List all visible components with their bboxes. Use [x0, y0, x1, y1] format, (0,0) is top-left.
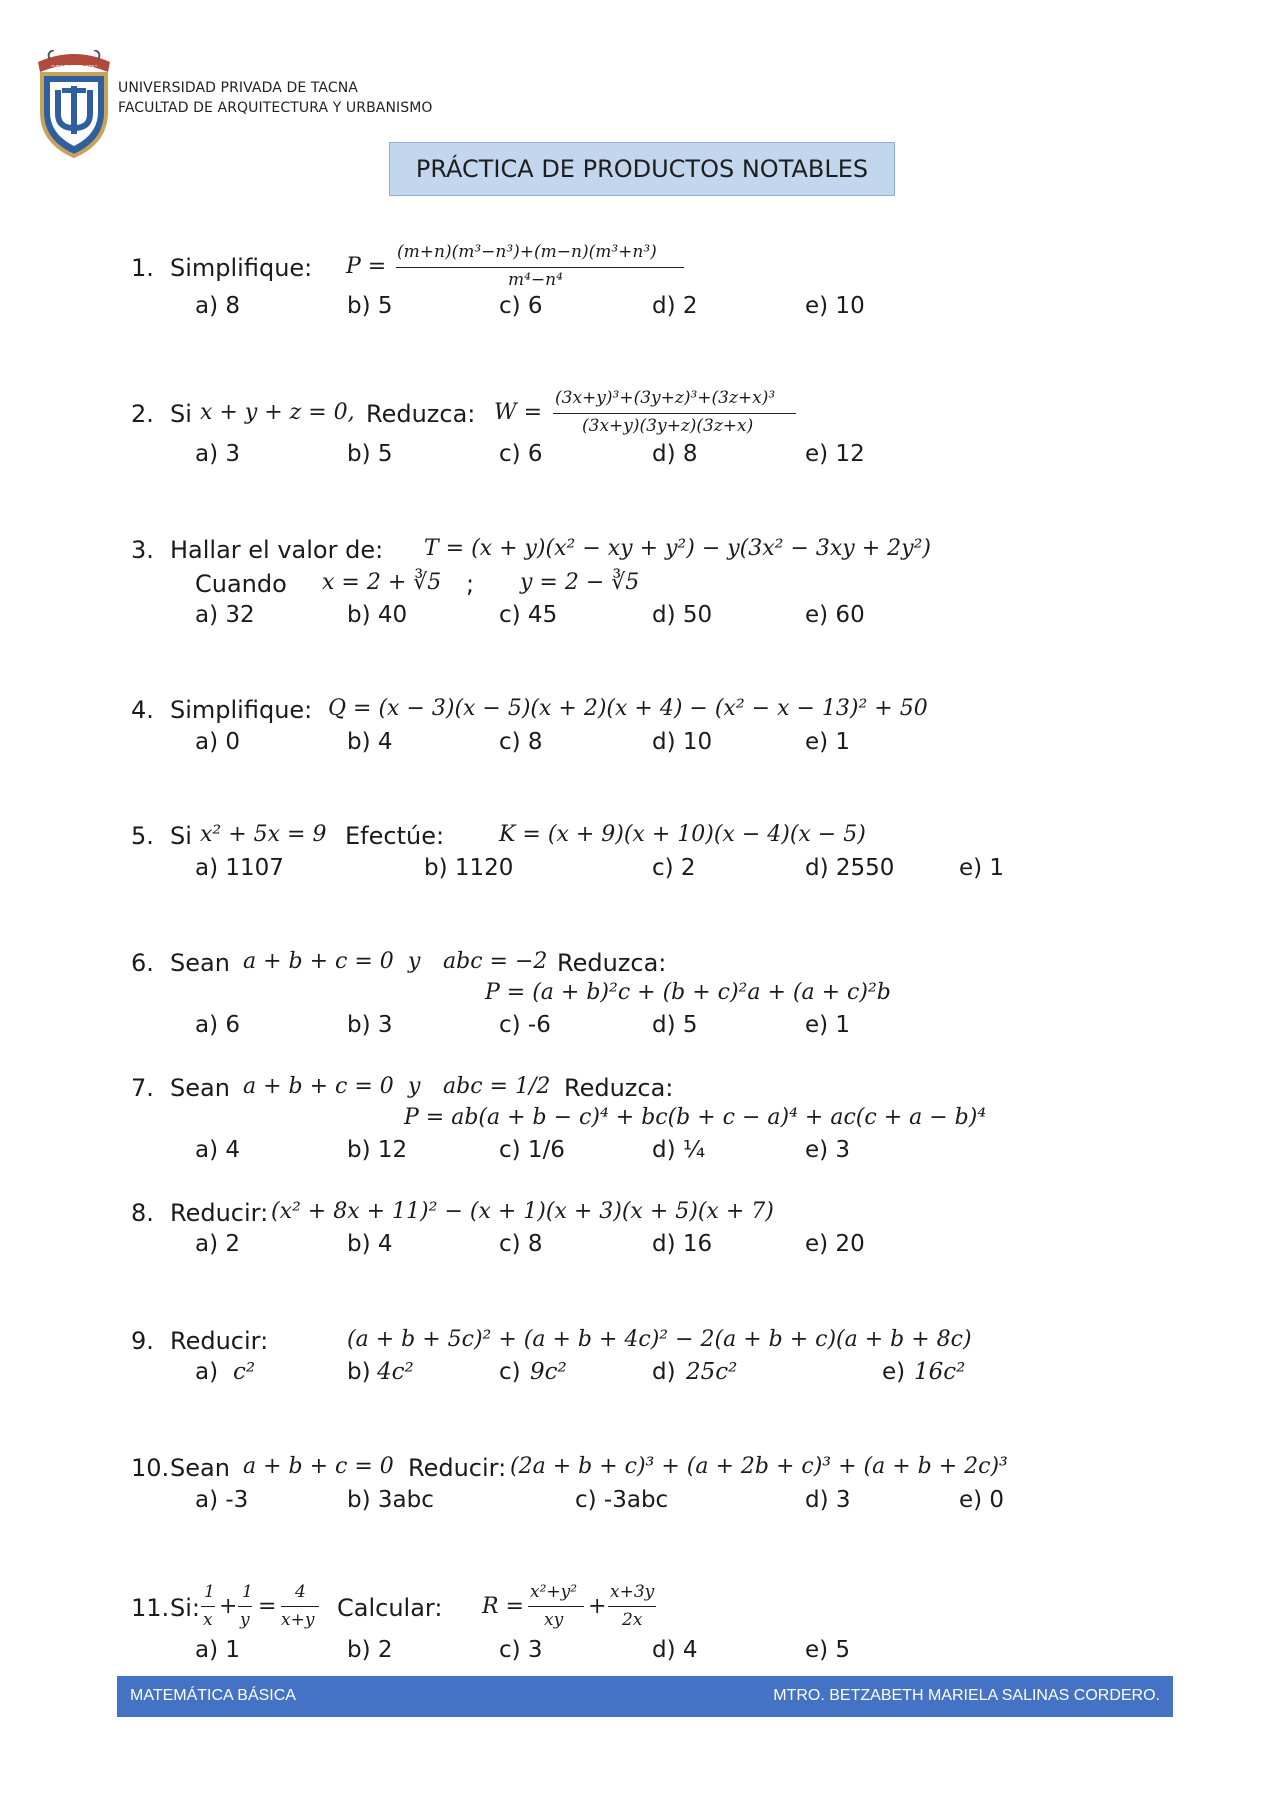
q2-number: 2.: [131, 400, 154, 428]
q11-frac4-den: xy: [544, 1610, 564, 1630]
q11-text-si: Si:: [170, 1594, 200, 1622]
q5-option-b: b) 1120: [424, 855, 514, 881]
q7-condition-2: abc = 1/2: [443, 1074, 551, 1099]
q1-numerator: (m+n)(m³−n³)+(m−n)(m³+n³): [397, 242, 657, 262]
q5-number: 5.: [131, 822, 154, 850]
q4-option-b: b) 4: [347, 729, 393, 755]
q11-frac3-den: x+y: [281, 1610, 315, 1630]
q1-option-d: d) 2: [652, 293, 698, 319]
q11-frac2-bar: [238, 1606, 252, 1607]
q2-option-c: c) 6: [499, 441, 543, 467]
q10-text-sean: Sean: [170, 1454, 230, 1482]
q3-option-a: a) 32: [195, 602, 255, 628]
q6-option-b: b) 3: [347, 1012, 393, 1038]
page-footer: [117, 1676, 1173, 1717]
q3-option-e: e) 60: [805, 602, 865, 628]
q9-option-e-value: 16c²: [914, 1359, 966, 1385]
q1-denominator: m⁴−n⁴: [508, 270, 563, 290]
q5-text-si: Si: [170, 822, 192, 850]
university-name: UNIVERSIDAD PRIVADA DE TACNA: [118, 80, 358, 96]
q11-text-calcular: Calcular:: [337, 1594, 443, 1622]
q3-option-d: d) 50: [652, 602, 713, 628]
q11-option-a: a) 1: [195, 1637, 241, 1663]
q10-option-a: a) -3: [195, 1487, 249, 1513]
q3-number: 3.: [131, 536, 154, 564]
q6-formula: P = (a + b)²c + (b + c)²a + (a + c)²b: [485, 980, 891, 1005]
q9-option-a-value: c²: [233, 1359, 256, 1385]
q11-option-c: c) 3: [499, 1637, 543, 1663]
q11-plus: +: [219, 1594, 238, 1619]
q7-formula: P = ab(a + b − c)⁴ + bc(b + c − a)⁴ + ac(c + a − b)⁴: [404, 1105, 987, 1130]
q2-denominator: (3x+y)(3y+z)(3z+x): [582, 416, 754, 436]
footer-course: MATEMÁTICA BÁSICA: [130, 1687, 296, 1704]
q11-frac3-bar: [281, 1606, 319, 1607]
q3-text: Hallar el valor de:: [170, 536, 384, 564]
q4-option-e: e) 1: [805, 729, 851, 755]
q10-option-d: d) 3: [805, 1487, 851, 1513]
q1-lhs: P =: [346, 254, 387, 279]
q5-option-e: e) 1: [959, 855, 1005, 881]
q11-equals: =: [258, 1594, 277, 1619]
footer-teacher: MTRO. BETZABETH MARIELA SALINAS CORDERO.: [773, 1687, 1160, 1704]
q6-option-c: c) -6: [499, 1012, 551, 1038]
q9-option-b-value: 4c²: [377, 1359, 414, 1385]
q4-number: 4.: [131, 696, 154, 724]
q6-y: y: [408, 949, 421, 974]
faculty-name: FACULTAD DE ARQUITECTURA Y URBANISMO: [118, 100, 433, 116]
q11-number: 11.: [131, 1594, 170, 1622]
q10-condition: a + b + c = 0: [243, 1454, 394, 1479]
q6-option-e: e) 1: [805, 1012, 851, 1038]
q11-frac4-bar: [528, 1606, 584, 1607]
q9-number: 9.: [131, 1327, 154, 1355]
q7-option-a: a) 4: [195, 1137, 241, 1163]
q2-option-a: a) 3: [195, 441, 241, 467]
q7-text-sean: Sean: [170, 1074, 230, 1102]
page-title: PRÁCTICA DE PRODUCTOS NOTABLES: [389, 142, 895, 196]
q11-frac2-num: 1: [242, 1582, 253, 1602]
q3-cuando: Cuando: [195, 570, 287, 598]
q5-condition: x² + 5x = 9: [200, 822, 327, 847]
q11-frac1-num: 1: [204, 1582, 215, 1602]
q1-fraction-bar: [396, 267, 684, 268]
q4-option-a: a) 0: [195, 729, 241, 755]
svg-text:"VERITAS ET VITA": "VERITAS ET VITA": [51, 65, 97, 71]
q11-plus-2: +: [588, 1594, 607, 1619]
q6-option-d: d) 5: [652, 1012, 698, 1038]
q5-option-a: a) 1107: [195, 855, 284, 881]
q3-option-c: c) 45: [499, 602, 558, 628]
q6-number: 6.: [131, 949, 154, 977]
q6-condition-1: a + b + c = 0: [243, 949, 394, 974]
q4-option-d: d) 10: [652, 729, 713, 755]
q9-formula: (a + b + 5c)² + (a + b + 4c)² − 2(a + b + c)(a + b + 8c): [347, 1327, 972, 1352]
q8-option-b: b) 4: [347, 1231, 393, 1257]
q3-x-value: x = 2 + ∛5: [322, 570, 442, 595]
q1-option-e: e) 10: [805, 293, 865, 319]
q8-option-d: d) 16: [652, 1231, 713, 1257]
q11-frac1-den: x: [203, 1610, 213, 1630]
q4-text: Simplifique:: [170, 696, 313, 724]
q2-condition: x + y + z = 0,: [200, 400, 355, 425]
q9-option-e-label: e): [882, 1359, 906, 1385]
q2-text-reduzca: Reduzca:: [366, 400, 476, 428]
q1-option-c: c) 6: [499, 293, 543, 319]
q1-number: 1.: [131, 254, 154, 282]
q7-condition-1: a + b + c = 0: [243, 1074, 394, 1099]
q7-option-e: e) 3: [805, 1137, 851, 1163]
q2-numerator: (3x+y)³+(3y+z)³+(3z+x)³: [555, 388, 776, 408]
q2-text-si: Si: [170, 400, 192, 428]
q7-option-c: c) 1/6: [499, 1137, 565, 1163]
q1-option-a: a) 8: [195, 293, 241, 319]
q9-option-b-label: b): [347, 1359, 371, 1385]
q11-frac5-bar: [608, 1606, 656, 1607]
q11-frac5-den: 2x: [622, 1610, 643, 1630]
q3-option-b: b) 40: [347, 602, 408, 628]
q11-frac4-num: x²+y²: [530, 1582, 578, 1602]
q4-formula: Q = (x − 3)(x − 5)(x + 2)(x + 4) − (x² − x − 13)² + 50: [328, 696, 928, 721]
q9-option-d-value: 25c²: [686, 1359, 738, 1385]
q6-text-reduzca: Reduzca:: [557, 949, 667, 977]
q2-option-b: b) 5: [347, 441, 393, 467]
q11-option-b: b) 2: [347, 1637, 393, 1663]
q9-option-c-label: c): [499, 1359, 521, 1385]
q3-formula: T = (x + y)(x² − xy + y²) − y(3x² − 3xy + 2y²): [424, 536, 931, 561]
q10-formula: (2a + b + c)³ + (a + 2b + c)³ + (a + b + 2c)³: [510, 1454, 1008, 1479]
q7-number: 7.: [131, 1074, 154, 1102]
q8-option-c: c) 8: [499, 1231, 543, 1257]
q5-text-efectue: Efectúe:: [345, 822, 445, 850]
q9-option-d-label: d): [652, 1359, 676, 1385]
q6-text-sean: Sean: [170, 949, 230, 977]
q6-option-a: a) 6: [195, 1012, 241, 1038]
q2-option-d: d) 8: [652, 441, 698, 467]
q5-option-c: c) 2: [652, 855, 696, 881]
q2-option-e: e) 12: [805, 441, 865, 467]
q8-option-a: a) 2: [195, 1231, 241, 1257]
q4-option-c: c) 8: [499, 729, 543, 755]
q11-option-e: e) 5: [805, 1637, 851, 1663]
q7-y: y: [408, 1074, 421, 1099]
q2-lhs: W =: [494, 400, 543, 425]
q10-text-reducir: Reducir:: [408, 1454, 507, 1482]
q11-lhs: R =: [482, 1594, 524, 1619]
q11-frac3-num: 4: [295, 1582, 306, 1602]
q10-option-b: b) 3abc: [347, 1487, 434, 1513]
q1-option-b: b) 5: [347, 293, 393, 319]
q10-option-c: c) -3abc: [575, 1487, 669, 1513]
q8-option-e: e) 20: [805, 1231, 865, 1257]
q11-frac1-bar: [201, 1606, 215, 1607]
q5-option-d: d) 2550: [805, 855, 895, 881]
q8-formula: (x² + 8x + 11)² − (x + 1)(x + 3)(x + 5)(x + 7): [271, 1199, 774, 1224]
q5-formula: K = (x + 9)(x + 10)(x − 4)(x − 5): [499, 822, 866, 847]
university-logo: [28, 50, 120, 160]
q9-option-a-label: a): [195, 1359, 219, 1385]
q7-option-b: b) 12: [347, 1137, 408, 1163]
q10-number: 10.: [131, 1454, 170, 1482]
q7-text-reduzca: Reduzca:: [564, 1074, 674, 1102]
q10-option-e: e) 0: [959, 1487, 1005, 1513]
q8-number: 8.: [131, 1199, 154, 1227]
q9-option-c-value: 9c²: [530, 1359, 567, 1385]
q3-y-value: y = 2 − ∛5: [520, 570, 640, 595]
q11-frac5-num: x+3y: [610, 1582, 655, 1602]
q3-separator: ;: [466, 570, 475, 598]
q11-option-d: d) 4: [652, 1637, 698, 1663]
q11-frac2-den: y: [240, 1610, 250, 1630]
q1-text: Simplifique:: [170, 254, 313, 282]
q7-option-d: d) ¼: [652, 1137, 706, 1163]
q2-fraction-bar: [553, 413, 796, 414]
q6-condition-2: abc = −2: [443, 949, 548, 974]
q9-text: Reducir:: [170, 1327, 269, 1355]
q8-text: Reducir:: [170, 1199, 269, 1227]
